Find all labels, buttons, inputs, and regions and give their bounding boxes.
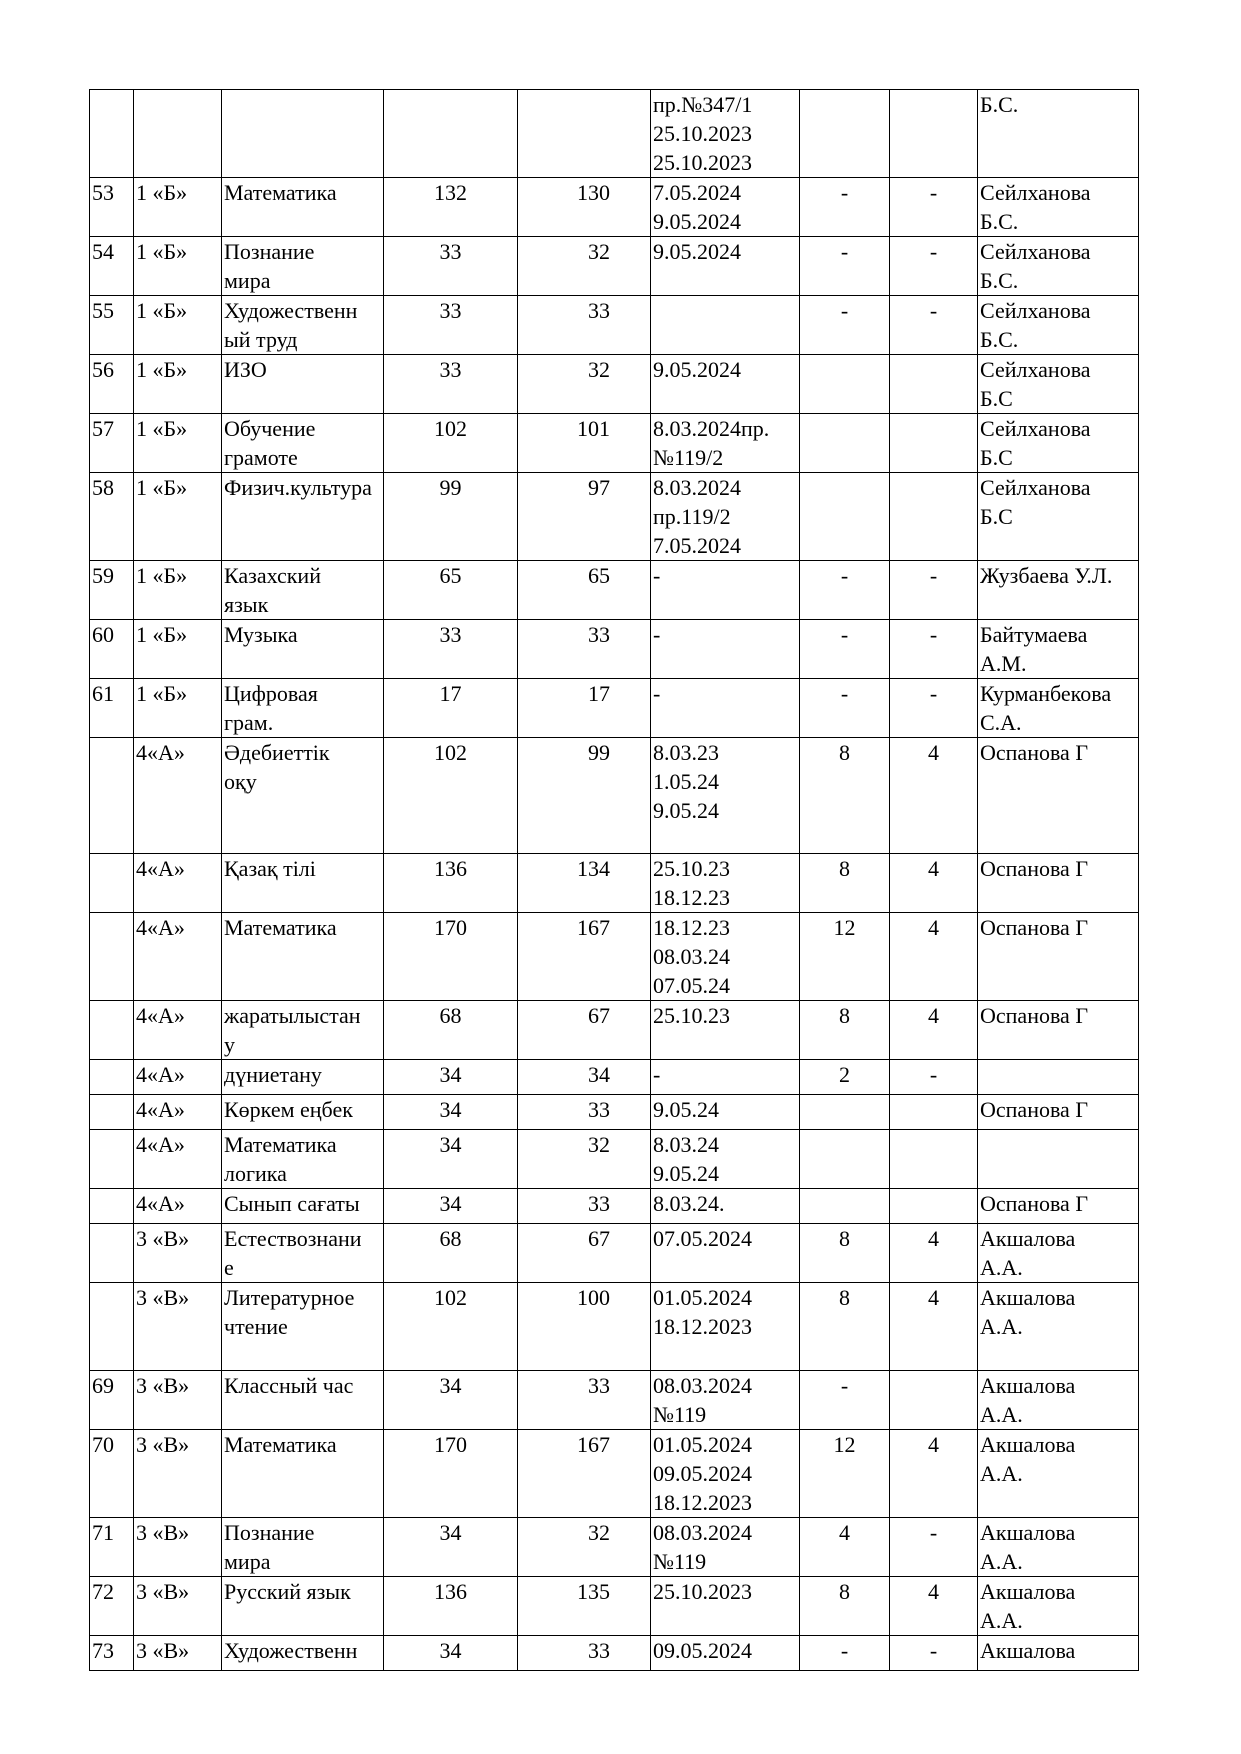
teacher-cell: Акшалова [978,1636,1139,1671]
class-cell: 4«А» [134,1001,222,1060]
class-cell: 4«А» [134,913,222,1001]
count-a-cell: 8 [800,1283,890,1371]
table-row [90,178,1139,237]
planned-hours-cell: 33 [384,355,518,414]
actual-hours-cell: 101 [518,414,651,473]
subject-cell: Русский язык [222,1577,384,1636]
teacher-cell: Оспанова Г [978,854,1139,913]
actual-hours-cell: 99 [518,738,651,854]
row-number: 54 [90,237,134,296]
table-row [90,355,1139,414]
class-cell: 1 «Б» [134,679,222,738]
planned-hours-cell: 102 [384,738,518,854]
teacher-cell: Оспанова Г [978,1189,1139,1224]
count-b-cell: 4 [890,1577,978,1636]
class-cell: 4«А» [134,1095,222,1130]
planned-hours-cell: 102 [384,414,518,473]
row-number: 72 [90,1577,134,1636]
table-row [90,679,1139,738]
row-number [90,1060,134,1095]
row-number [90,1189,134,1224]
row-number: 59 [90,561,134,620]
dates-cell: 18.12.23 08.03.24 07.05.24 [651,913,800,1001]
count-a-cell: 2 [800,1060,890,1095]
subject-cell: Қазақ тілі [222,854,384,913]
row-number [90,1130,134,1189]
count-a-cell: 12 [800,1430,890,1518]
count-b-cell [890,473,978,561]
row-number [90,913,134,1001]
subject-cell: Сынып сағаты [222,1189,384,1224]
count-a-cell: 8 [800,1224,890,1283]
teacher-cell: Сейлханова Б.С. [978,296,1139,355]
actual-hours-cell: 32 [518,237,651,296]
subject-cell: Литературное чтение [222,1283,384,1371]
table-row [90,1095,1139,1130]
dates-cell: 9.05.2024 [651,355,800,414]
planned-hours-cell: 68 [384,1001,518,1060]
actual-hours-cell: 33 [518,1371,651,1430]
class-cell: 1 «Б» [134,620,222,679]
planned-hours-cell: 136 [384,854,518,913]
teacher-cell: Акшалова А.А. [978,1430,1139,1518]
dates-cell: 9.05.2024 [651,237,800,296]
planned-hours-cell: 34 [384,1189,518,1224]
dates-cell: 25.10.23 18.12.23 [651,854,800,913]
table-row [90,473,1139,561]
row-number [90,854,134,913]
count-b-cell: - [890,296,978,355]
planned-hours-cell: 34 [384,1095,518,1130]
actual-hours-cell: 34 [518,1060,651,1095]
dates-cell: 08.03.2024 №119 [651,1371,800,1430]
teacher-cell: Акшалова А.А. [978,1577,1139,1636]
teacher-cell [978,1130,1139,1189]
table-body [90,90,1139,1671]
subject-cell: Казахский язык [222,561,384,620]
count-b-cell: 4 [890,913,978,1001]
table-row [90,1060,1139,1095]
class-cell: 1 «Б» [134,237,222,296]
teacher-cell [978,1060,1139,1095]
count-b-cell: 4 [890,854,978,913]
row-number [90,90,134,178]
subject-cell: Художественн ый труд [222,296,384,355]
class-cell: 1 «Б» [134,473,222,561]
count-b-cell: - [890,620,978,679]
actual-hours-cell: 33 [518,1095,651,1130]
actual-hours-cell: 167 [518,913,651,1001]
subject-cell: Физич.культура [222,473,384,561]
class-cell: 3 «В» [134,1224,222,1283]
row-number: 70 [90,1430,134,1518]
count-b-cell: 4 [890,738,978,854]
count-b-cell: - [890,178,978,237]
subject-cell: Познание мира [222,1518,384,1577]
row-number: 58 [90,473,134,561]
count-a-cell: 8 [800,1001,890,1060]
table-row [90,620,1139,679]
class-cell: 3 «В» [134,1283,222,1371]
planned-hours-cell: 132 [384,178,518,237]
planned-hours-cell: 34 [384,1371,518,1430]
dates-cell: 7.05.2024 9.05.2024 [651,178,800,237]
row-number [90,1283,134,1371]
planned-hours-cell: 102 [384,1283,518,1371]
planned-hours-cell: 34 [384,1060,518,1095]
count-a-cell: - [800,178,890,237]
dates-cell: 25.10.2023 [651,1577,800,1636]
dates-cell: 25.10.23 [651,1001,800,1060]
planned-hours-cell: 170 [384,913,518,1001]
count-b-cell: - [890,679,978,738]
count-a-cell: 12 [800,913,890,1001]
count-b-cell [890,1189,978,1224]
class-cell: 4«А» [134,854,222,913]
count-a-cell: 8 [800,854,890,913]
table-row [90,1001,1139,1060]
teacher-cell: Акшалова А.А. [978,1224,1139,1283]
class-cell: 3 «В» [134,1636,222,1671]
class-cell: 1 «Б» [134,178,222,237]
count-a-cell: - [800,679,890,738]
dates-cell: - [651,1060,800,1095]
count-b-cell: 4 [890,1430,978,1518]
count-b-cell: 4 [890,1001,978,1060]
teacher-cell: Байтумаева А.М. [978,620,1139,679]
table-row [90,1224,1139,1283]
table-row [90,1577,1139,1636]
subject-cell: жаратылыстан у [222,1001,384,1060]
row-number: 69 [90,1371,134,1430]
count-b-cell: 4 [890,1224,978,1283]
class-cell: 1 «Б» [134,561,222,620]
count-a-cell: - [800,1371,890,1430]
table-row [90,1283,1139,1371]
count-b-cell: - [890,237,978,296]
count-b-cell [890,1371,978,1430]
class-cell: 4«А» [134,1060,222,1095]
count-b-cell [890,1095,978,1130]
lesson-plan-table [89,89,1139,1671]
class-cell: 1 «Б» [134,414,222,473]
class-cell: 4«А» [134,738,222,854]
row-number: 71 [90,1518,134,1577]
subject-cell: Көркем еңбек [222,1095,384,1130]
dates-cell: 01.05.2024 18.12.2023 [651,1283,800,1371]
subject-cell: Художественн [222,1636,384,1671]
actual-hours-cell: 32 [518,1518,651,1577]
count-a-cell [800,473,890,561]
teacher-cell: Акшалова А.А. [978,1371,1139,1430]
actual-hours-cell: 130 [518,178,651,237]
actual-hours-cell: 32 [518,1130,651,1189]
count-a-cell: - [800,620,890,679]
actual-hours-cell: 17 [518,679,651,738]
actual-hours-cell: 134 [518,854,651,913]
table-row [90,854,1139,913]
actual-hours-cell [518,90,651,178]
dates-cell: 8.03.2024 пр.119/2 7.05.2024 [651,473,800,561]
teacher-cell: Акшалова А.А. [978,1283,1139,1371]
count-b-cell: - [890,1518,978,1577]
table-row [90,1430,1139,1518]
class-cell: 4«А» [134,1189,222,1224]
table-row [90,237,1139,296]
actual-hours-cell: 67 [518,1001,651,1060]
class-cell: 1 «Б» [134,355,222,414]
count-a-cell [800,1095,890,1130]
actual-hours-cell: 32 [518,355,651,414]
actual-hours-cell: 97 [518,473,651,561]
planned-hours-cell: 33 [384,620,518,679]
count-b-cell: - [890,561,978,620]
teacher-cell: Сейлханова Б.С. [978,178,1139,237]
actual-hours-cell: 167 [518,1430,651,1518]
teacher-cell: Курманбекова С.А. [978,679,1139,738]
class-cell: 4«А» [134,1130,222,1189]
dates-cell: 8.03.24. [651,1189,800,1224]
subject-cell: Естествознани е [222,1224,384,1283]
actual-hours-cell: 33 [518,620,651,679]
count-a-cell: - [800,1636,890,1671]
planned-hours-cell: 136 [384,1577,518,1636]
subject-cell: ИЗО [222,355,384,414]
dates-cell: 09.05.2024 [651,1636,800,1671]
row-number: 57 [90,414,134,473]
subject-cell: Математика [222,913,384,1001]
planned-hours-cell: 68 [384,1224,518,1283]
subject-cell: Математика [222,1430,384,1518]
count-a-cell: 8 [800,738,890,854]
dates-cell: 8.03.23 1.05.24 9.05.24 [651,738,800,854]
subject-cell: Познание мира [222,237,384,296]
planned-hours-cell: 17 [384,679,518,738]
count-b-cell [890,355,978,414]
actual-hours-cell: 135 [518,1577,651,1636]
dates-cell: пр.№347/1 25.10.2023 25.10.2023 [651,90,800,178]
subject-cell: Цифровая грам. [222,679,384,738]
table-row [90,90,1139,178]
actual-hours-cell: 33 [518,1636,651,1671]
count-a-cell: 4 [800,1518,890,1577]
count-b-cell [890,90,978,178]
table-row [90,296,1139,355]
actual-hours-cell: 67 [518,1224,651,1283]
count-a-cell [800,414,890,473]
count-b-cell: - [890,1636,978,1671]
count-a-cell [800,355,890,414]
dates-cell: 8.03.24 9.05.24 [651,1130,800,1189]
count-a-cell: - [800,561,890,620]
class-cell: 1 «Б» [134,296,222,355]
row-number: 53 [90,178,134,237]
teacher-cell: Сейлханова Б.С [978,355,1139,414]
teacher-cell: Акшалова А.А. [978,1518,1139,1577]
actual-hours-cell: 100 [518,1283,651,1371]
class-cell: 3 «В» [134,1430,222,1518]
count-b-cell: 4 [890,1283,978,1371]
planned-hours-cell [384,90,518,178]
planned-hours-cell: 34 [384,1130,518,1189]
row-number [90,1095,134,1130]
count-a-cell [800,90,890,178]
dates-cell [651,296,800,355]
teacher-cell: Оспанова Г [978,738,1139,854]
planned-hours-cell: 65 [384,561,518,620]
subject-cell: Обучение грамоте [222,414,384,473]
actual-hours-cell: 65 [518,561,651,620]
subject-cell: дүниетану [222,1060,384,1095]
subject-cell: Музыка [222,620,384,679]
row-number [90,738,134,854]
class-cell: 3 «В» [134,1518,222,1577]
count-a-cell: - [800,296,890,355]
subject-cell [222,90,384,178]
row-number: 55 [90,296,134,355]
subject-cell: Математика [222,178,384,237]
table-row [90,1371,1139,1430]
dates-cell: - [651,679,800,738]
planned-hours-cell: 34 [384,1518,518,1577]
teacher-cell: Сейлханова Б.С [978,473,1139,561]
class-cell: 3 «В» [134,1577,222,1636]
row-number: 73 [90,1636,134,1671]
row-number: 56 [90,355,134,414]
count-b-cell: - [890,1060,978,1095]
count-b-cell [890,1130,978,1189]
table-row [90,1518,1139,1577]
planned-hours-cell: 33 [384,237,518,296]
table-row [90,414,1139,473]
count-a-cell: - [800,237,890,296]
dates-cell: 08.03.2024 №119 [651,1518,800,1577]
table-row [90,561,1139,620]
dates-cell: - [651,561,800,620]
count-b-cell [890,414,978,473]
table-row [90,913,1139,1001]
planned-hours-cell: 33 [384,296,518,355]
dates-cell: 8.03.2024пр. №119/2 [651,414,800,473]
teacher-cell: Оспанова Г [978,913,1139,1001]
planned-hours-cell: 99 [384,473,518,561]
subject-cell: Математика логика [222,1130,384,1189]
teacher-cell: Оспанова Г [978,1095,1139,1130]
actual-hours-cell: 33 [518,296,651,355]
dates-cell: - [651,620,800,679]
row-number: 60 [90,620,134,679]
table-row [90,738,1139,854]
row-number [90,1224,134,1283]
count-a-cell [800,1189,890,1224]
teacher-cell: Жузбаева У.Л. [978,561,1139,620]
class-cell: 3 «В» [134,1371,222,1430]
subject-cell: Классный час [222,1371,384,1430]
dates-cell: 07.05.2024 [651,1224,800,1283]
planned-hours-cell: 34 [384,1636,518,1671]
subject-cell: Әдебиеттік оқу [222,738,384,854]
table-row [90,1189,1139,1224]
dates-cell: 01.05.2024 09.05.2024 18.12.2023 [651,1430,800,1518]
teacher-cell: Б.С. [978,90,1139,178]
actual-hours-cell: 33 [518,1189,651,1224]
table-row [90,1130,1139,1189]
count-a-cell [800,1130,890,1189]
teacher-cell: Сейлханова Б.С [978,414,1139,473]
teacher-cell: Сейлханова Б.С. [978,237,1139,296]
count-a-cell: 8 [800,1577,890,1636]
teacher-cell: Оспанова Г [978,1001,1139,1060]
row-number: 61 [90,679,134,738]
table-row [90,1636,1139,1671]
row-number [90,1001,134,1060]
class-cell [134,90,222,178]
planned-hours-cell: 170 [384,1430,518,1518]
dates-cell: 9.05.24 [651,1095,800,1130]
